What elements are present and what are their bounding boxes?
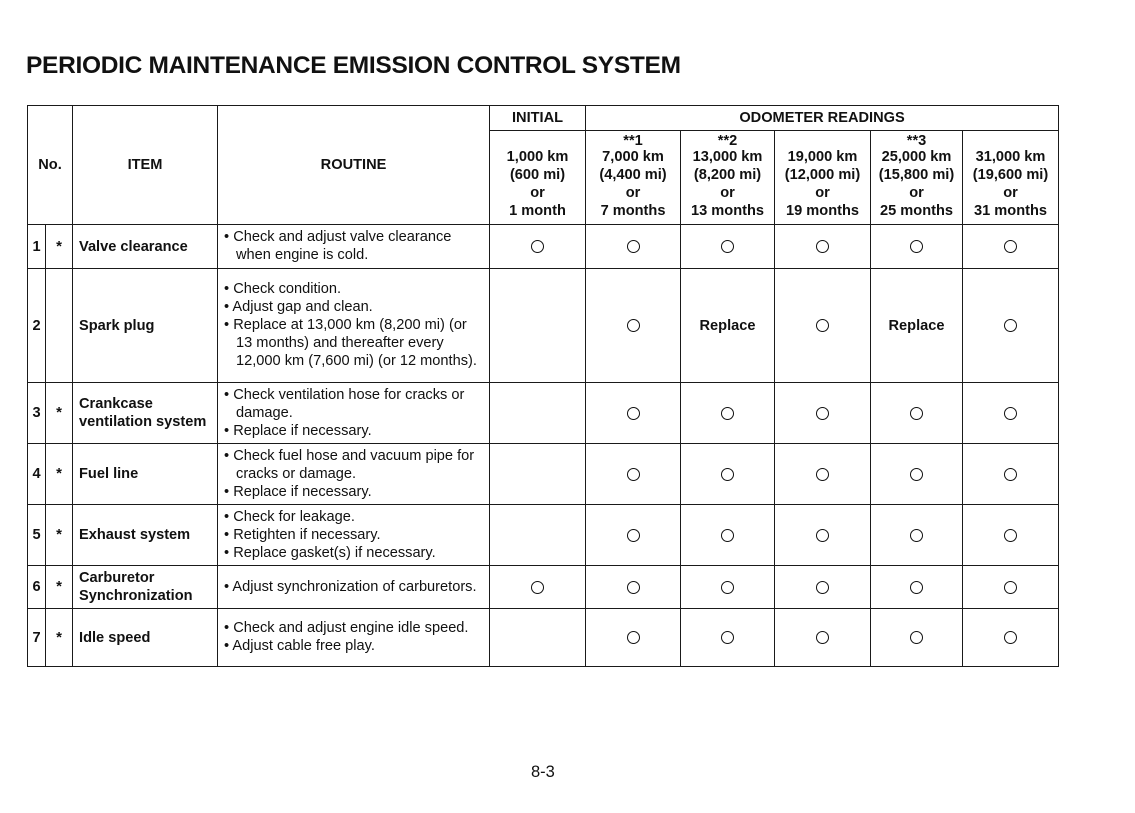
- interval-mark-cell: [586, 505, 681, 566]
- row-routine: [218, 566, 490, 609]
- interval-time: 19 months: [786, 203, 859, 219]
- check-circle-icon: [816, 468, 829, 481]
- check-circle-icon: [816, 529, 829, 542]
- check-circle-icon: [721, 631, 734, 644]
- interval-mark-cell: [681, 609, 775, 667]
- interval-km: 1,000 km: [506, 149, 569, 165]
- interval-mark-cell: [871, 444, 963, 505]
- interval-or: or: [530, 185, 545, 201]
- interval-mark-cell: [963, 383, 1059, 444]
- interval-or: or: [815, 185, 830, 201]
- check-circle-icon: [627, 319, 640, 332]
- row-item: Spark plug: [73, 269, 218, 383]
- interval-note: [490, 134, 585, 148]
- table-row: [28, 609, 1059, 667]
- interval-mark-cell: [586, 383, 681, 444]
- row-star-marker: *: [46, 566, 73, 609]
- interval-header: [775, 131, 871, 225]
- interval-mark-cell: [871, 383, 963, 444]
- interval-mark-cell: [775, 444, 871, 505]
- routine-line: • Check condition.: [224, 280, 485, 298]
- interval-header: [963, 131, 1059, 225]
- check-circle-icon: [910, 240, 923, 253]
- interval-time: 7 months: [600, 203, 666, 219]
- interval-time: 1 month: [509, 203, 566, 219]
- routine-line: • Adjust gap and clean.: [224, 298, 485, 316]
- interval-mark-cell: [775, 609, 871, 667]
- interval-mark-cell: [490, 444, 586, 505]
- interval-header: [586, 131, 681, 225]
- interval-mark-cell: [775, 566, 871, 609]
- interval-note: **1: [623, 133, 643, 149]
- row-number: 6: [28, 566, 46, 609]
- table-row: [28, 566, 1059, 609]
- routine-line: • Check for leakage.: [224, 508, 485, 526]
- row-item: Exhaust system: [73, 505, 218, 566]
- row-routine: [218, 383, 490, 444]
- check-circle-icon: [910, 529, 923, 542]
- interval-mark-cell: [681, 505, 775, 566]
- interval-header: [490, 131, 586, 225]
- check-circle-icon: [627, 631, 640, 644]
- interval-mark-cell: [963, 566, 1059, 609]
- interval-header: [871, 131, 963, 225]
- interval-mark-cell: [681, 269, 775, 383]
- interval-mark-cell: [963, 225, 1059, 269]
- interval-mark-cell: [490, 383, 586, 444]
- routine-line: • Adjust cable free play.: [224, 637, 485, 655]
- interval-km: 7,000 km: [602, 149, 664, 165]
- interval-mark-cell: [681, 383, 775, 444]
- table-row: [28, 269, 1059, 383]
- table-row: [28, 444, 1059, 505]
- interval-or: or: [720, 185, 735, 201]
- row-item: Valve clearance: [73, 225, 218, 269]
- interval-note: [963, 134, 1058, 148]
- interval-mark-cell: [871, 609, 963, 667]
- row-number: 4: [28, 444, 46, 505]
- interval-mark-cell: [586, 269, 681, 383]
- row-routine: [218, 505, 490, 566]
- row-star-marker: *: [46, 444, 73, 505]
- check-circle-icon: [1004, 631, 1017, 644]
- check-circle-icon: [816, 319, 829, 332]
- table-row: [28, 505, 1059, 566]
- interval-mark-cell: [775, 269, 871, 383]
- page-number: 8-3: [531, 763, 555, 781]
- routine-line: • Check fuel hose and vacuum pipe for cracks or damage.: [224, 447, 485, 483]
- check-circle-icon: [721, 240, 734, 253]
- check-circle-icon: [721, 581, 734, 594]
- interval-time: 13 months: [691, 203, 764, 219]
- interval-km: 13,000 km: [692, 149, 763, 165]
- check-circle-icon: [721, 407, 734, 420]
- interval-mi: (15,800 mi): [878, 167, 955, 183]
- interval-time: 25 months: [880, 203, 953, 219]
- interval-mark-cell: [963, 609, 1059, 667]
- row-number: 1: [28, 225, 46, 269]
- check-circle-icon: [816, 407, 829, 420]
- interval-note: **3: [906, 133, 927, 149]
- interval-mark-cell: [681, 444, 775, 505]
- interval-km: 19,000 km: [787, 149, 858, 165]
- row-star-marker: *: [46, 383, 73, 444]
- routine-line: • Check ventilation hose for cracks or damage.: [224, 386, 485, 422]
- check-circle-icon: [816, 581, 829, 594]
- row-item: Idle speed: [73, 609, 218, 667]
- routine-line: • Replace if necessary.: [224, 483, 485, 501]
- row-item: Carburetor Synchronization: [73, 566, 218, 609]
- check-circle-icon: [627, 240, 640, 253]
- interval-or: or: [909, 185, 924, 201]
- check-circle-icon: [910, 581, 923, 594]
- header-odometer-readings: ODOMETER READINGS: [586, 106, 1059, 131]
- check-circle-icon: [1004, 319, 1017, 332]
- routine-line: • Adjust synchronization of carburetors.: [224, 578, 485, 596]
- routine-line: • Check and adjust valve clearance when engine is cold.: [224, 228, 485, 264]
- interval-or: or: [625, 185, 641, 201]
- row-number: 7: [28, 609, 46, 667]
- row-routine: [218, 444, 490, 505]
- interval-mark-cell: [681, 225, 775, 269]
- check-circle-icon: [816, 240, 829, 253]
- interval-mark-cell: [490, 609, 586, 667]
- row-number: 5: [28, 505, 46, 566]
- interval-mark-cell: [490, 225, 586, 269]
- row-star-marker: *: [46, 505, 73, 566]
- interval-mark-cell: [871, 566, 963, 609]
- header-initial: INITIAL: [490, 106, 586, 131]
- interval-time: 31 months: [974, 203, 1047, 219]
- interval-note: **2: [717, 133, 738, 149]
- check-circle-icon: [627, 407, 640, 420]
- row-item: Fuel line: [73, 444, 218, 505]
- check-circle-icon: [721, 468, 734, 481]
- replace-label: Replace: [699, 317, 756, 334]
- row-star-marker: *: [46, 225, 73, 269]
- interval-mi: (4,400 mi): [599, 167, 667, 183]
- interval-mark-cell: [490, 566, 586, 609]
- row-routine: [218, 269, 490, 383]
- interval-header: [681, 131, 775, 225]
- interval-mark-cell: [963, 444, 1059, 505]
- check-circle-icon: [1004, 529, 1017, 542]
- row-number: 3: [28, 383, 46, 444]
- interval-mark-cell: [586, 609, 681, 667]
- check-circle-icon: [627, 581, 640, 594]
- interval-mark-cell: [586, 225, 681, 269]
- interval-mark-cell: [963, 269, 1059, 383]
- row-star-marker: *: [46, 609, 73, 667]
- check-circle-icon: [1004, 240, 1017, 253]
- row-star-marker: [46, 269, 73, 383]
- check-circle-icon: [910, 468, 923, 481]
- interval-mark-cell: [775, 225, 871, 269]
- header-no: No.: [28, 106, 73, 225]
- routine-line: • Replace at 13,000 km (8,200 mi) (or 13 months) and thereafter every 12,000 km (7,600 mi) (or 12 months).: [224, 316, 485, 370]
- interval-mark-cell: [963, 505, 1059, 566]
- row-routine: [218, 609, 490, 667]
- interval-note: [775, 134, 870, 148]
- interval-mark-cell: [871, 505, 963, 566]
- check-circle-icon: [627, 468, 640, 481]
- row-item: Crankcase ventilation system: [73, 383, 218, 444]
- interval-or: or: [1003, 185, 1018, 201]
- row-number: 2: [28, 269, 46, 383]
- table-row: [28, 225, 1059, 269]
- interval-mi: (8,200 mi): [693, 167, 762, 183]
- interval-mark-cell: [775, 383, 871, 444]
- page-title: PERIODIC MAINTENANCE EMISSION CONTROL SYSTEM: [26, 52, 681, 79]
- replace-label: Replace: [888, 317, 945, 334]
- routine-line: • Replace gasket(s) if necessary.: [224, 544, 485, 562]
- header-routine: ROUTINE: [218, 106, 490, 225]
- check-circle-icon: [531, 581, 544, 594]
- interval-mark-cell: [586, 444, 681, 505]
- interval-km: 31,000 km: [975, 149, 1046, 165]
- interval-mark-cell: [871, 225, 963, 269]
- interval-mark-cell: [775, 505, 871, 566]
- interval-mi: (12,000 mi): [784, 167, 861, 183]
- interval-mark-cell: [871, 269, 963, 383]
- interval-km: 25,000 km: [881, 149, 952, 165]
- routine-line: • Check and adjust engine idle speed.: [224, 619, 485, 637]
- check-circle-icon: [627, 529, 640, 542]
- check-circle-icon: [1004, 581, 1017, 594]
- row-routine: [218, 225, 490, 269]
- interval-mi: (19,600 mi): [972, 167, 1049, 183]
- routine-line: • Replace if necessary.: [224, 422, 485, 440]
- check-circle-icon: [721, 529, 734, 542]
- maintenance-table: [27, 105, 1059, 667]
- check-circle-icon: [910, 407, 923, 420]
- interval-mark-cell: [586, 566, 681, 609]
- table-row: [28, 383, 1059, 444]
- check-circle-icon: [531, 240, 544, 253]
- check-circle-icon: [910, 631, 923, 644]
- check-circle-icon: [1004, 468, 1017, 481]
- routine-line: • Retighten if necessary.: [224, 526, 485, 544]
- interval-mi: (600 mi): [509, 167, 566, 183]
- header-item: ITEM: [73, 106, 218, 225]
- check-circle-icon: [816, 631, 829, 644]
- interval-mark-cell: [681, 566, 775, 609]
- check-circle-icon: [1004, 407, 1017, 420]
- interval-mark-cell: [490, 269, 586, 383]
- interval-mark-cell: [490, 505, 586, 566]
